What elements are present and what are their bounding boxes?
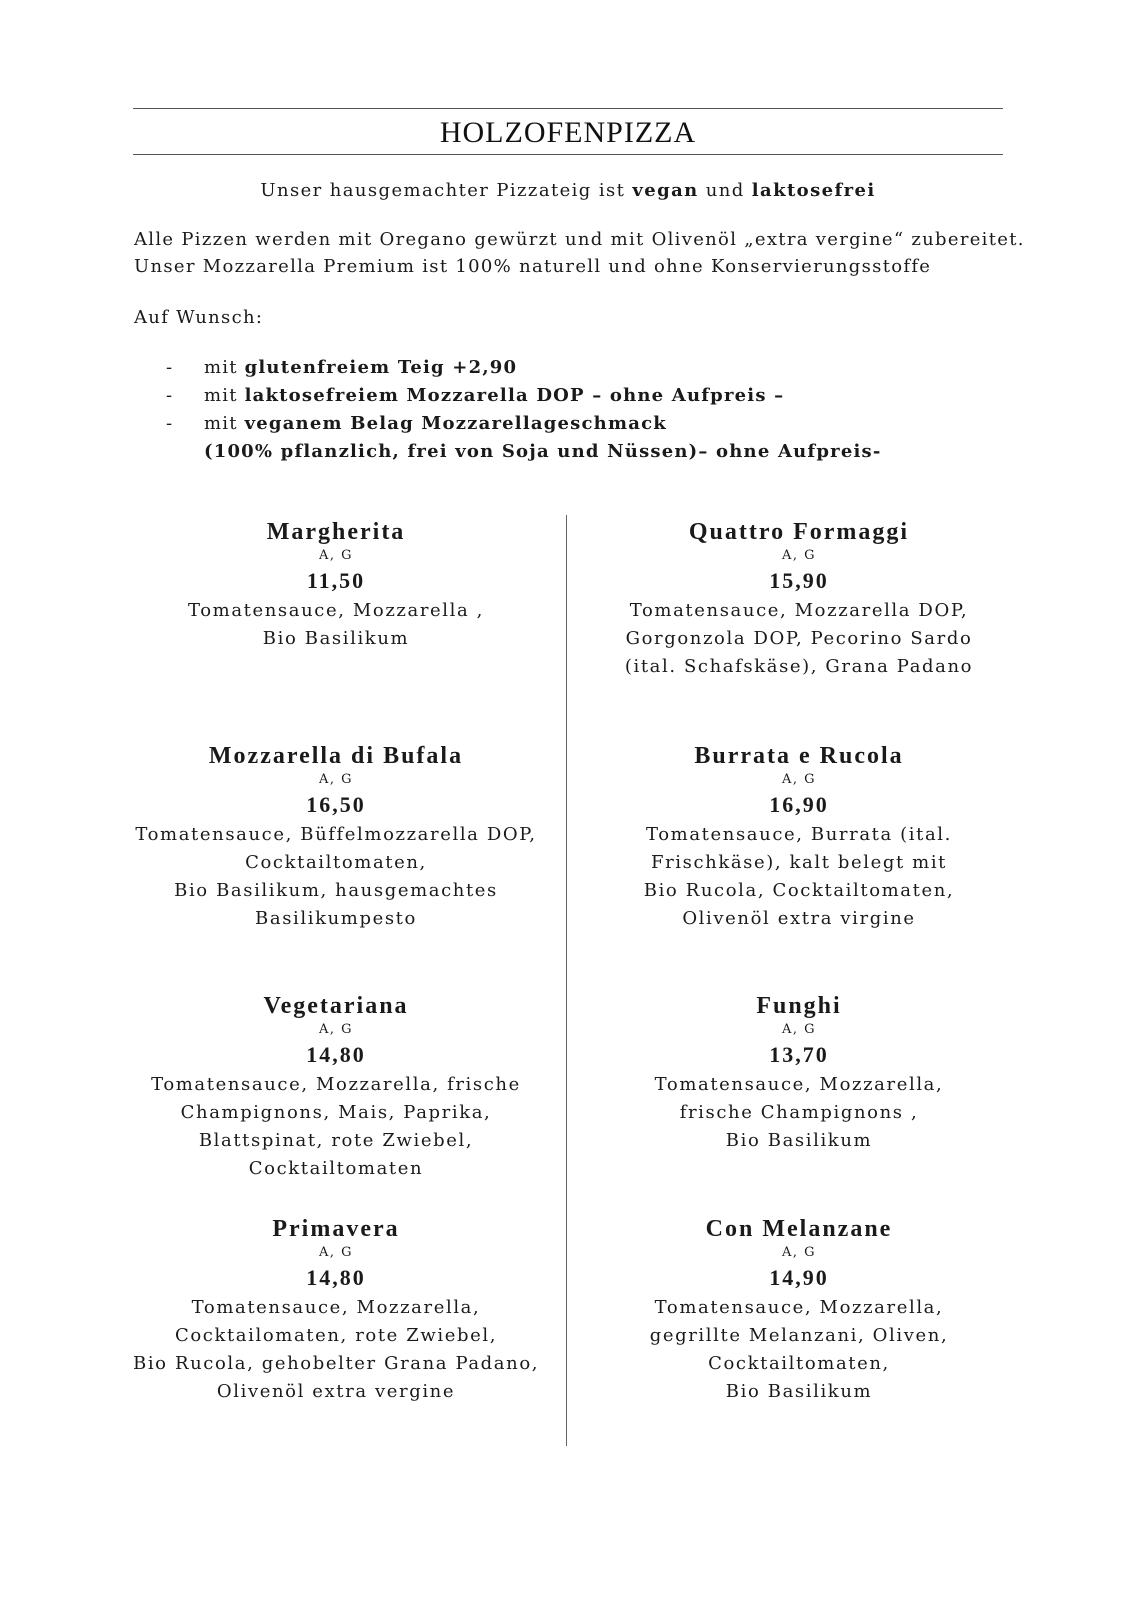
preparation-info <box>134 226 1025 280</box>
description-line: Cocktailomaten, rote Zwiebel, <box>174 1325 498 1346</box>
pizza-name: Funghi <box>756 993 842 1019</box>
description-line: (ital. Schafskäse), Grana Padano <box>624 656 974 677</box>
option-prefix: mit <box>204 385 245 406</box>
description-line: Olivenöl extra vergine <box>216 1381 456 1402</box>
option-vegan-topping: veganem Belag Mozzarellageschmack <box>244 413 667 434</box>
pizza-mozzarella-di-bufala <box>133 741 539 933</box>
description-line: Tomatensauce, Mozzarella DOP, <box>629 600 969 621</box>
description-line: Tomatensauce, Mozzarella, <box>654 1297 944 1318</box>
description-line: Cocktailtomaten, <box>245 852 427 873</box>
dough-note-and: und <box>698 180 752 201</box>
pizza-burrata-e-rucola <box>596 741 1002 933</box>
pizza-allergens: A, G <box>318 1245 354 1260</box>
pizza-price: 14,80 <box>306 1042 366 1067</box>
description-line: frische Champignons , <box>679 1102 919 1123</box>
pizza-allergens: A, G <box>781 1022 817 1037</box>
pizza-price: 11,50 <box>306 568 366 593</box>
pizza-price: 14,90 <box>769 1265 829 1290</box>
option-dash: - <box>166 357 174 378</box>
pizza-con-melanzane <box>596 1214 1002 1406</box>
option-item <box>166 382 882 410</box>
preparation-line: Alle Pizzen werden mit Oregano gewürzt und mit Olivenöl „extra vergine“ zubereitet. <box>134 229 1025 250</box>
description-line: Gorgonzola DOP, Pecorino Sardo <box>625 628 973 649</box>
option-prefix: mit <box>204 357 245 378</box>
description-line: gegrillte Melanzani, Oliven, <box>649 1325 949 1346</box>
on-request-label: Auf Wunsch: <box>134 307 264 328</box>
description-line: Bio Basilikum <box>262 628 410 649</box>
page-title: HOLZOFENPIZZA <box>439 116 697 149</box>
description-line: Frischkäse), kalt belegt mit <box>650 852 948 873</box>
description-line: Cocktailtomaten, <box>708 1353 890 1374</box>
dough-note-vegan: vegan <box>632 180 699 201</box>
description-line: Bio Rucola, Cocktailtomaten, <box>643 880 955 901</box>
pizza-price: 16,50 <box>306 792 366 817</box>
description-line: Bio Basilikum <box>725 1381 873 1402</box>
mozzarella-line: Unser Mozzarella Premium ist 100% naturell und ohne Konservierungsstoffe <box>134 256 932 277</box>
pizza-allergens: A, G <box>781 1245 817 1260</box>
pizza-funghi <box>596 991 1002 1155</box>
description-line: Bio Rucola, gehobelter Grana Padano, <box>133 1353 540 1374</box>
pizza-allergens: A, G <box>318 772 354 787</box>
dough-note-text: Unser hausgemachter Pizzateig ist <box>260 180 633 201</box>
pizza-description <box>133 821 539 933</box>
pizza-name: Vegetariana <box>263 993 409 1019</box>
option-prefix: mit <box>204 413 245 434</box>
pizza-description <box>133 597 539 653</box>
pizza-description <box>133 1071 539 1183</box>
on-request-options <box>166 354 882 466</box>
pizza-price: 14,80 <box>306 1265 366 1290</box>
description-line: Olivenöl extra virgine <box>682 908 916 929</box>
pizza-price: 13,70 <box>769 1042 829 1067</box>
pizza-name: Con Melanzane <box>705 1216 893 1242</box>
pizza-allergens: A, G <box>781 548 817 563</box>
dough-note <box>133 180 1003 201</box>
pizza-allergens: A, G <box>318 1022 354 1037</box>
option-gluten-free: glutenfreiem Teig +2,90 <box>244 357 518 378</box>
pizza-description <box>133 1294 539 1406</box>
pizza-price: 15,90 <box>769 568 829 593</box>
pizza-allergens: A, G <box>318 548 354 563</box>
pizza-quattro-formaggi <box>596 517 1002 681</box>
pizza-description <box>596 821 1002 933</box>
pizza-name: Burrata e Rucola <box>694 743 904 769</box>
pizza-description <box>596 1071 1002 1155</box>
bottom-rule <box>133 154 1003 155</box>
description-line: Blattspinat, rote Zwiebel, <box>198 1130 474 1151</box>
pizza-vegetariana <box>133 991 539 1183</box>
top-rule <box>133 108 1003 109</box>
pizza-name: Primavera <box>272 1216 400 1242</box>
pizza-description <box>596 597 1002 681</box>
pizza-name: Margherita <box>266 519 406 545</box>
description-line: Tomatensauce, Burrata (ital. <box>646 824 952 845</box>
pizza-primavera <box>133 1214 539 1406</box>
option-lactose-free: laktosefreiem Mozzarella DOP – ohne Aufpreis – <box>244 385 785 406</box>
description-line: Tomatensauce, Mozzarella, frische <box>151 1074 521 1095</box>
pizza-name: Mozzarella di Bufala <box>208 743 464 769</box>
description-line: Champignons, Mais, Paprika, <box>180 1102 492 1123</box>
column-divider <box>566 515 567 1446</box>
pizza-description <box>596 1294 1002 1406</box>
description-line: Cocktailtomaten <box>248 1158 424 1179</box>
description-line: Tomatensauce, Mozzarella, <box>654 1074 944 1095</box>
pizza-price: 16,90 <box>769 792 829 817</box>
description-line: Tomatensauce, Mozzarella, <box>191 1297 481 1318</box>
pizza-margherita <box>133 517 539 653</box>
option-item <box>166 354 882 382</box>
description-line: Bio Basilikum, hausgemachtes <box>174 880 498 901</box>
description-line: Tomatensauce, Mozzarella , <box>188 600 484 621</box>
description-line: Tomatensauce, Büffelmozzarella DOP, <box>135 824 537 845</box>
option-continuation: (100% pflanzlich, frei von Soja und Nüssen)– ohne Aufpreis- <box>204 441 882 462</box>
pizza-allergens: A, G <box>781 772 817 787</box>
description-line: Bio Basilikum <box>725 1130 873 1151</box>
pizza-name: Quattro Formaggi <box>688 519 910 545</box>
option-dash: - <box>166 413 174 434</box>
description-line: Basilikumpesto <box>255 908 417 929</box>
option-dash: - <box>166 385 174 406</box>
dough-note-lactosefree: laktosefrei <box>751 180 876 201</box>
option-item <box>166 410 882 438</box>
